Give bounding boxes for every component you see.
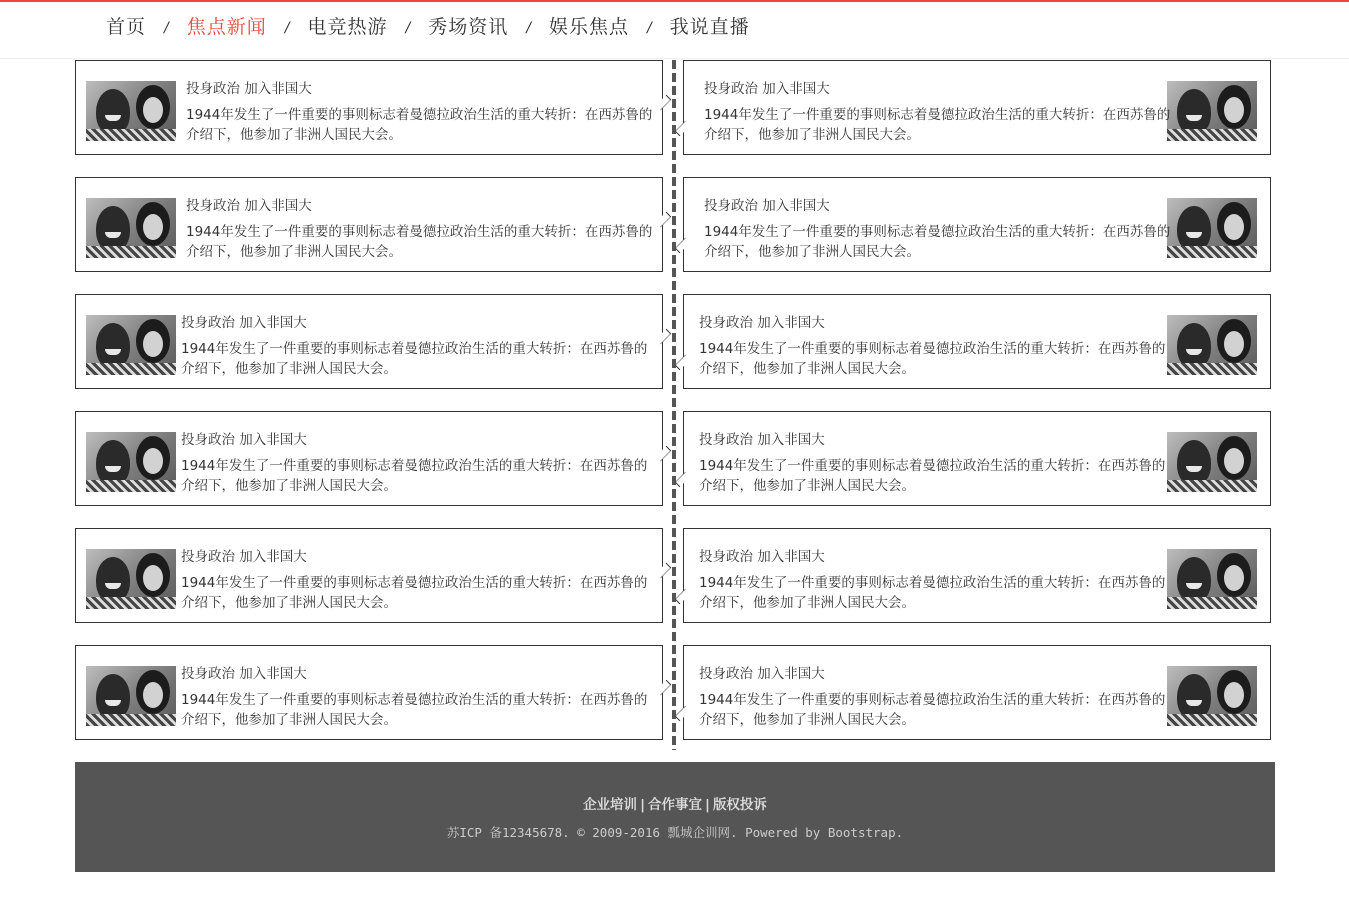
card-photo[interactable]: [1167, 198, 1257, 258]
card-description: 1944年发生了一件重要的事则标志着曼德拉政治生活的重大转折：在西苏鲁的介绍下，他参加了非洲人国民大会。: [699, 341, 1166, 377]
card-title[interactable]: 投身政治 加入非国大: [699, 549, 825, 565]
nav-separator: /: [284, 19, 290, 36]
card-description: 1944年发生了一件重要的事则标志着曼德拉政治生活的重大转折：在西苏鲁的介绍下，他参加了非洲人国民大会。: [704, 107, 1171, 143]
timeline-card-left[interactable]: [75, 60, 663, 155]
card-title[interactable]: 投身政治 加入非国大: [704, 198, 830, 214]
card-text: [704, 196, 1174, 262]
card-description: 1944年发生了一件重要的事则标志着曼德拉政治生活的重大转折：在西苏鲁的介绍下，他参加了非洲人国民大会。: [186, 107, 653, 143]
nav-separator: /: [164, 19, 169, 36]
card-title[interactable]: 投身政治 加入非国大: [181, 432, 307, 448]
nav-item-live[interactable]: 我说直播: [669, 16, 750, 38]
card-text: [699, 547, 1169, 613]
card-text: [186, 196, 656, 262]
footer-links: [75, 793, 1275, 813]
card-photo[interactable]: [1167, 549, 1257, 609]
card-title[interactable]: 投身政治 加入非国大: [699, 315, 825, 331]
card-description: 1944年发生了一件重要的事则标志着曼德拉政治生活的重大转折：在西苏鲁的介绍下，他参加了非洲人国民大会。: [181, 575, 648, 611]
nav-item-home[interactable]: 首页: [106, 16, 147, 38]
timeline-card-left[interactable]: [75, 411, 663, 506]
card-description: 1944年发生了一件重要的事则标志着曼德拉政治生活的重大转折：在西苏鲁的介绍下，他参加了非洲人国民大会。: [699, 458, 1166, 494]
card-text: [181, 547, 651, 613]
card-text: [699, 430, 1169, 496]
card-title[interactable]: 投身政治 加入非国大: [704, 81, 830, 97]
footer-link-cooperation[interactable]: 合作事宜: [648, 797, 702, 813]
card-title[interactable]: 投身政治 加入非国大: [186, 81, 312, 97]
card-title[interactable]: 投身政治 加入非国大: [181, 315, 307, 331]
card-photo[interactable]: [86, 432, 176, 492]
card-description: 1944年发生了一件重要的事则标志着曼德拉政治生活的重大转折：在西苏鲁的介绍下，他参加了非洲人国民大会。: [181, 341, 648, 377]
card-description: 1944年发生了一件重要的事则标志着曼德拉政治生活的重大转折：在西苏鲁的介绍下，他参加了非洲人国民大会。: [704, 224, 1171, 260]
card-text: [186, 79, 656, 145]
timeline-card-left[interactable]: [75, 177, 663, 272]
card-description: 1944年发生了一件重要的事则标志着曼德拉政治生活的重大转折：在西苏鲁的介绍下，他参加了非洲人国民大会。: [181, 692, 648, 728]
nav-separator: /: [646, 19, 652, 36]
nav-item-entertainment[interactable]: 娱乐焦点: [548, 16, 629, 38]
timeline-card-left[interactable]: [75, 645, 663, 740]
card-photo[interactable]: [1167, 666, 1257, 726]
card-text: [181, 313, 651, 379]
footer-link-training[interactable]: 企业培训: [583, 797, 638, 813]
card-title[interactable]: 投身政治 加入非国大: [186, 198, 312, 214]
card-photo[interactable]: [1167, 315, 1257, 375]
card-description: 1944年发生了一件重要的事则标志着曼德拉政治生活的重大转折：在西苏鲁的介绍下，他参加了非洲人国民大会。: [181, 458, 648, 494]
nav-item-focus-news[interactable]: 焦点新闻: [186, 16, 267, 38]
card-description: 1944年发生了一件重要的事则标志着曼德拉政治生活的重大转折：在西苏鲁的介绍下，他参加了非洲人国民大会。: [699, 575, 1166, 611]
card-title[interactable]: 投身政治 加入非国大: [699, 666, 825, 682]
timeline-card-left[interactable]: [75, 294, 663, 389]
nav-item-show-news[interactable]: 秀场资讯: [428, 16, 509, 38]
nav-item-esports[interactable]: 电竞热游: [307, 16, 388, 38]
card-text: [699, 313, 1169, 379]
card-text: [181, 664, 651, 730]
nav-list: [106, 12, 750, 39]
card-photo[interactable]: [1167, 432, 1257, 492]
footer-link-separator: |: [705, 797, 710, 813]
timeline-card-right[interactable]: [683, 294, 1271, 389]
card-photo[interactable]: [86, 81, 176, 141]
card-text: [181, 430, 651, 496]
card-description: 1944年发生了一件重要的事则标志着曼德拉政治生活的重大转折：在西苏鲁的介绍下，他参加了非洲人国民大会。: [186, 224, 653, 260]
timeline-card-right[interactable]: [683, 177, 1271, 272]
card-text: [704, 79, 1174, 145]
footer-link-separator: |: [640, 797, 645, 813]
card-title[interactable]: 投身政治 加入非国大: [181, 549, 307, 565]
card-title[interactable]: 投身政治 加入非国大: [181, 666, 307, 682]
timeline-card-left[interactable]: [75, 528, 663, 623]
card-title[interactable]: 投身政治 加入非国大: [699, 432, 825, 448]
nav-separator: /: [405, 19, 411, 36]
footer: [75, 762, 1275, 872]
timeline-card-right[interactable]: [683, 645, 1271, 740]
card-photo[interactable]: [1167, 81, 1257, 141]
footer-copyright: 苏ICP 备12345678. © 2009-2016 瓢城企训网. Powered by Bootstrap.: [446, 825, 904, 840]
card-photo[interactable]: [86, 198, 176, 258]
main-nav: [0, 2, 1349, 59]
timeline-axis: [672, 60, 676, 750]
card-photo[interactable]: [86, 666, 176, 726]
timeline-card-right[interactable]: [683, 411, 1271, 506]
footer-link-copyright-complaint[interactable]: 版权投诉: [712, 797, 767, 813]
nav-separator: /: [526, 19, 531, 36]
card-text: [699, 664, 1169, 730]
timeline-card-right[interactable]: [683, 60, 1271, 155]
card-photo[interactable]: [86, 315, 176, 375]
card-description: 1944年发生了一件重要的事则标志着曼德拉政治生活的重大转折：在西苏鲁的介绍下，他参加了非洲人国民大会。: [699, 692, 1166, 728]
timeline-card-right[interactable]: [683, 528, 1271, 623]
card-photo[interactable]: [86, 549, 176, 609]
